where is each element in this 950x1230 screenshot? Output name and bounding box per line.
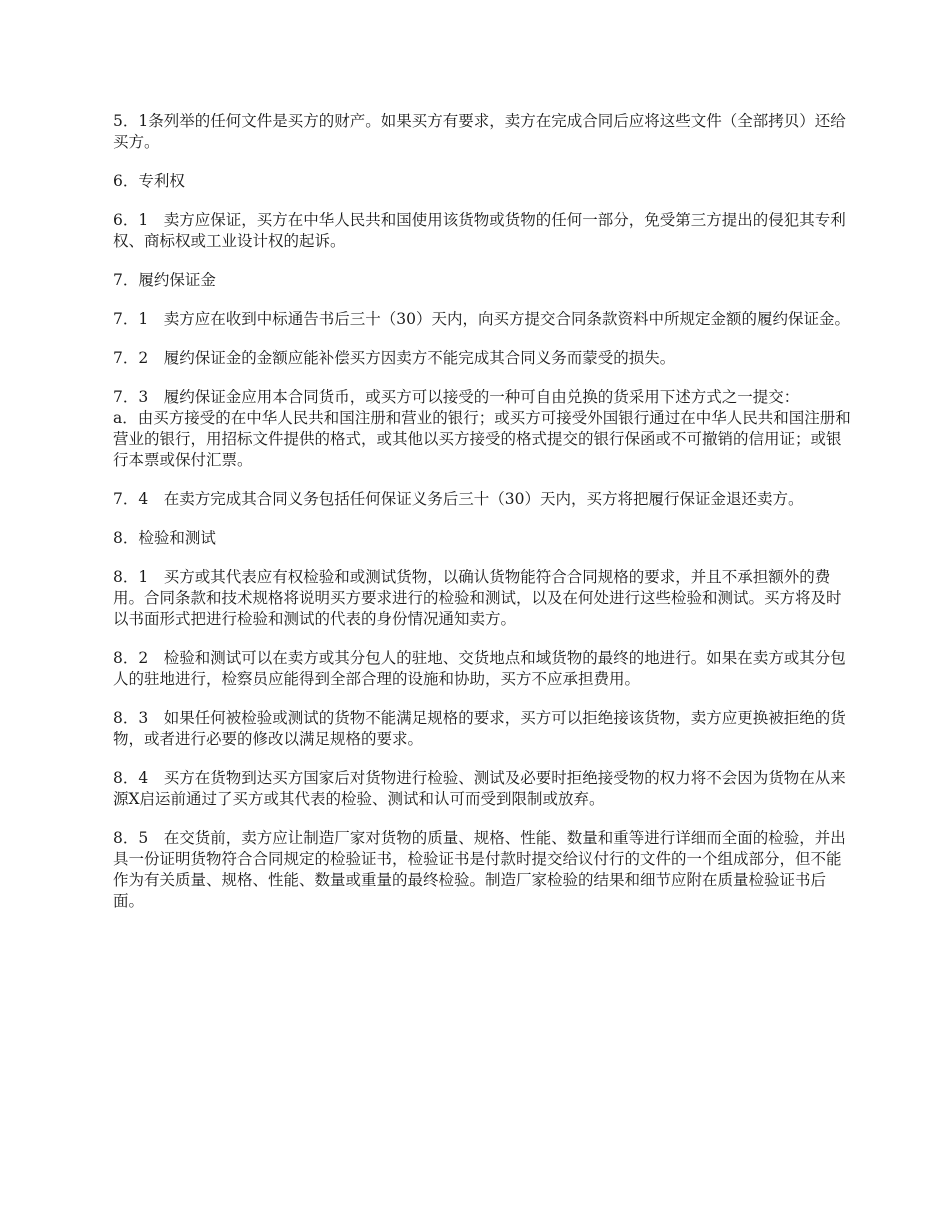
clause-7-4-paragraph: 7．4 在卖方完成其合同义务包括任何保证义务后三十（30）天内，买方将把履行保证金退还卖方。 xyxy=(113,490,804,508)
clause-8-3-paragraph: 8．3 如果任何被检验或测试的货物不能满足规格的要求，买方可以拒绝接该货物，卖方应更换被拒绝的货物，或者进行必要的修改以满足规格的要求。 xyxy=(113,709,846,748)
clause-8-5-paragraph: 8．5 在交货前，卖方应让制造厂家对货物的质量、规格、性能、数量和重等进行详细而全面的检验，并出具一份证明货物符合合同规定的检验证书，检验证书是付款时提交给议付行的文件的一个组成部分，但不能作为有关质量、规格、性能、数量或重量的最终检验。制造厂家检验的结果和细节应附在质量检验证书后面。 xyxy=(113,829,846,910)
clause-7-3-paragraph: 7．3 履约保证金应用本合同货币，或买方可以接受的一种可自由兑换的货采用下述方式之一提交： a．由买方接受的在中华人民共和国注册和营业的银行；或买方可接受外国银行通过在中华人民共和国注册和营业的银行，用招标文件提供的格式，或其他以买方接受的格式提交的银行保函或不可撤销的信用证；或银行本票或保付汇票。 xyxy=(113,388,869,469)
clause-8-1-paragraph: 8．1 买方或其代表应有权检验和或测试货物，以确认货物能符合合同规格的要求，并且不承担额外的费用。合同条款和技术规格将说明买方要求进行的检验和测试，以及在何处进行这些检验和测试。买方将及时以书面形式把进行检验和测试的代表的身份情况通知卖方。 xyxy=(113,568,842,628)
clause-6-1-paragraph: 6．1 卖方应保证，买方在中华人民共和国使用该货物或货物的任何一部分，免受第三方提出的侵犯其专利权、商标权或工业设计权的起诉。 xyxy=(113,211,846,250)
section-8-heading: 8．检验和测试 xyxy=(113,529,216,547)
document-body xyxy=(113,111,869,912)
clause-7-2-paragraph: 7．2 履约保证金的金额应能补偿买方因卖方不能完成其合同义务而蒙受的损失。 xyxy=(113,349,676,367)
clause-8-2-paragraph: 8．2 检验和测试可以在卖方或其分包人的驻地、交货地点和域货物的最终的地进行。如果在卖方或其分包人的驻地进行，检察员应能得到全部合理的设施和协助，买方不应承担费用。 xyxy=(113,649,846,688)
section-6-heading: 6．专利权 xyxy=(113,172,185,190)
clause-7-1-paragraph: 7．1 卖方应在收到中标通告书后三十（30）天内，向买方提交合同条款资料中所规定金额的履约保证金。 xyxy=(113,310,850,328)
clause-5-1-paragraph: 5．1条列举的任何文件是买方的财产。如果买方有要求，卖方在完成合同后应将这些文件（全部拷贝）还给买方。 xyxy=(113,112,846,151)
clause-8-4-paragraph: 8．4 买方在货物到达买方国家后对货物进行检验、测试及必要时拒绝接受物的权力将不会因为货物在从来源X启运前通过了买方或其代表的检验、测试和认可而受到限制或放弃。 xyxy=(113,769,846,808)
section-7-heading: 7．履约保证金 xyxy=(113,271,216,289)
